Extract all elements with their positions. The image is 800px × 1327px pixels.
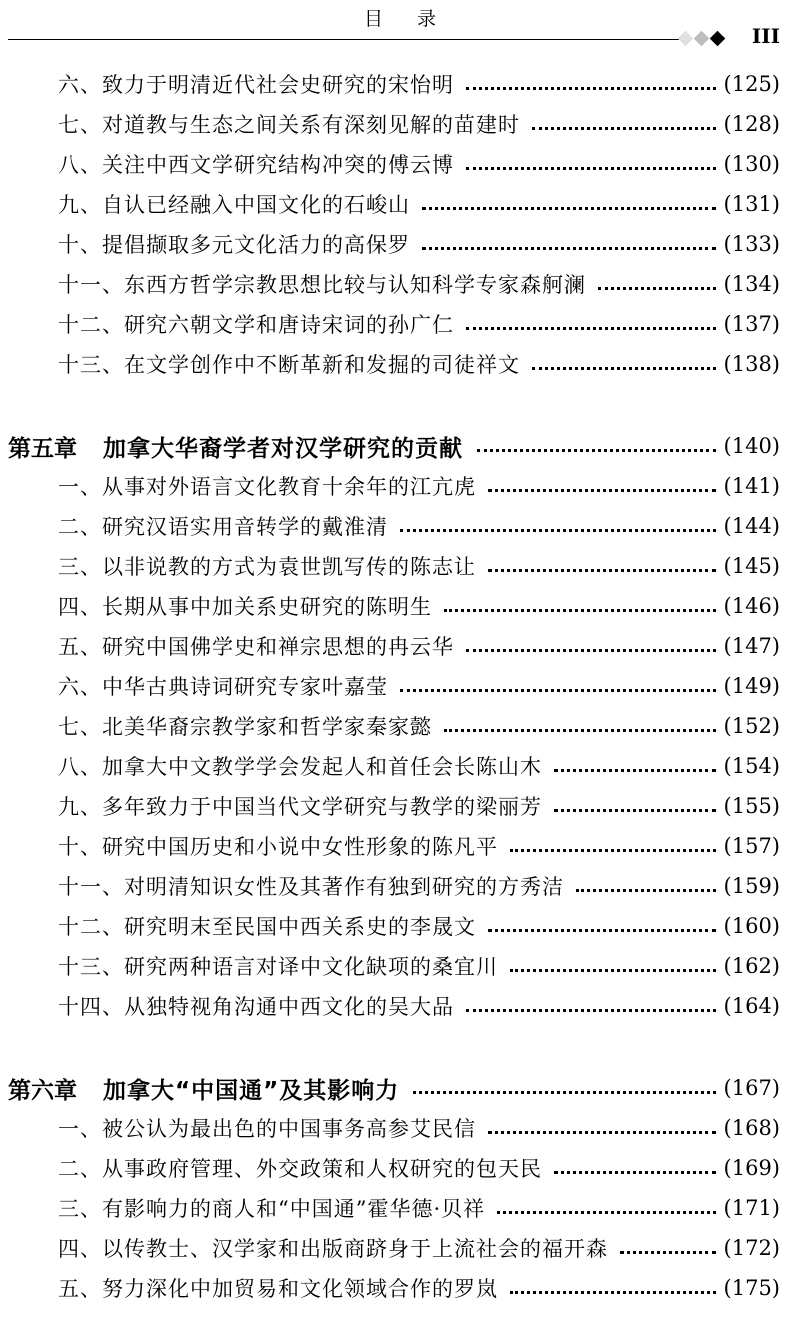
entry-title: 十三、在文学创作中不断革新和发掘的司徒祥文 (58, 353, 520, 377)
toc-entry-line (58, 1188, 780, 1228)
entry-page-number: (171) (723, 1196, 780, 1220)
entry-page-number: (147) (723, 634, 780, 658)
entry-page-number: (172) (723, 1236, 780, 1260)
dot-leader (620, 1251, 716, 1254)
toc-entry[interactable] (0, 586, 800, 626)
dot-leader (554, 809, 716, 812)
entry-page-number: (162) (723, 954, 780, 978)
dot-leader (510, 969, 716, 972)
dot-leader (488, 929, 716, 932)
entry-title: 十三、研究两种语言对译中文化缺项的桑宜川 (58, 955, 498, 979)
diamond-light-icon (678, 31, 694, 47)
dot-leader (488, 489, 716, 492)
toc-entry-line (58, 264, 780, 304)
toc-entry[interactable] (0, 1148, 800, 1188)
entry-page-number: (168) (723, 1116, 780, 1140)
toc-entry-line (58, 1268, 780, 1308)
dot-leader (554, 1171, 716, 1174)
dot-leader (422, 247, 716, 250)
toc-entry-line (58, 666, 780, 706)
header-title: 目 录 (363, 8, 451, 30)
entry-page-number: (146) (723, 594, 780, 618)
toc-entry-line (58, 506, 780, 546)
entry-page-number: (164) (723, 994, 780, 1018)
entry-page-number: (137) (723, 312, 780, 336)
dot-leader (400, 529, 716, 532)
dot-leader (598, 287, 716, 290)
entry-title: 一、被公认为最出色的中国事务高参艾民信 (58, 1117, 476, 1141)
toc-entry-line (58, 986, 780, 1026)
toc-entry-line (58, 64, 780, 104)
entry-page-number: (155) (723, 794, 780, 818)
toc-entry-line (58, 906, 780, 946)
header-rule (8, 39, 680, 40)
entry-page-number: (134) (723, 272, 780, 296)
entry-title: 十二、研究六朝文学和唐诗宋词的孙广仁 (58, 313, 454, 337)
toc-entry[interactable] (0, 1228, 800, 1268)
dot-leader (510, 1291, 716, 1294)
toc-entry[interactable] (0, 906, 800, 946)
entry-title: 七、北美华裔宗教学家和哲学家秦家懿 (58, 715, 432, 739)
entry-page-number: (157) (723, 834, 780, 858)
entry-page-number: (130) (723, 152, 780, 176)
dot-leader (413, 1091, 715, 1094)
toc-entry-line (8, 1068, 780, 1108)
entry-title: 六、中华古典诗词研究专家叶嘉莹 (58, 675, 388, 699)
toc-entry[interactable] (0, 946, 800, 986)
entry-title: 五、努力深化中加贸易和文化领域合作的罗岚 (58, 1277, 498, 1301)
entry-title: 八、关注中西文学研究结构冲突的傅云博 (58, 153, 454, 177)
toc-entry[interactable] (0, 344, 800, 384)
toc-entry[interactable] (0, 64, 800, 104)
toc-entry[interactable] (0, 786, 800, 826)
entry-title: 五、研究中国佛学史和禅宗思想的冉云华 (58, 635, 454, 659)
toc-entry-line (58, 626, 780, 666)
dot-leader (510, 849, 716, 852)
chapter-number: 第六章 (8, 1077, 77, 1104)
entry-page-number: (128) (723, 112, 780, 136)
entry-title: 三、以非说教的方式为袁世凯写传的陈志让 (58, 555, 476, 579)
entry-page-number: (131) (723, 192, 780, 216)
entry-page-number: (138) (723, 352, 780, 376)
toc-entry-line (58, 706, 780, 746)
dot-leader (554, 769, 716, 772)
toc-entry[interactable] (0, 826, 800, 866)
dot-leader (444, 729, 716, 732)
toc-entry[interactable] (0, 746, 800, 786)
toc-entry[interactable] (0, 1268, 800, 1308)
chapter-title: 加拿大华裔学者对汉学研究的贡献 (103, 435, 463, 462)
entry-page-number: (175) (723, 1276, 780, 1300)
toc-entry-line (58, 224, 780, 264)
toc-entry-line (58, 1148, 780, 1188)
entry-title: 十一、对明清知识女性及其著作有独到研究的方秀洁 (58, 875, 564, 899)
toc-entry[interactable] (0, 546, 800, 586)
dot-leader (466, 87, 716, 90)
toc-entry-line (58, 184, 780, 224)
dot-leader (497, 1211, 715, 1214)
toc-entry-line (58, 344, 780, 384)
chapter-heading[interactable] (0, 426, 800, 466)
diamond-dark-icon (710, 31, 726, 47)
entry-page-number: (154) (723, 754, 780, 778)
toc-entry-line (58, 746, 780, 786)
entry-title: 十一、东西方哲学宗教思想比较与认知科学专家森舸澜 (58, 273, 586, 297)
toc-entry[interactable] (0, 626, 800, 666)
entry-page-number: (125) (723, 72, 780, 96)
toc-entry[interactable] (0, 706, 800, 746)
dot-leader (422, 207, 716, 210)
entry-title: 六、致力于明清近代社会史研究的宋怡明 (58, 73, 454, 97)
chapter-number: 第五章 (8, 435, 77, 462)
entry-title: 七、对道教与生态之间关系有深刻见解的苗建时 (58, 113, 520, 137)
entry-page-number: (145) (723, 554, 780, 578)
toc-entry-line (58, 786, 780, 826)
entry-page-number: (149) (723, 674, 780, 698)
toc-entry[interactable] (0, 184, 800, 224)
entry-title: 一、从事对外语言文化教育十余年的江亢虎 (58, 475, 476, 499)
toc-entry[interactable] (0, 1188, 800, 1228)
toc-entry[interactable] (0, 986, 800, 1026)
toc-entry-line (58, 546, 780, 586)
entry-page-number: (152) (723, 714, 780, 738)
toc-entry-line (58, 466, 780, 506)
entry-page-number: (159) (723, 874, 780, 898)
running-header (0, 0, 800, 48)
toc-entry-line (58, 144, 780, 184)
toc-entry-line (58, 946, 780, 986)
toc-entry-line (58, 866, 780, 906)
entry-page-number: (133) (723, 232, 780, 256)
entry-page-number: (144) (723, 514, 780, 538)
dot-leader (532, 367, 716, 370)
dot-leader (466, 327, 716, 330)
dot-leader (488, 1131, 716, 1134)
entry-title: 二、从事政府管理、外交政策和人权研究的包天民 (58, 1157, 542, 1181)
dot-leader (400, 689, 716, 692)
dot-leader (477, 449, 716, 452)
toc-entry-line (58, 586, 780, 626)
toc-entry[interactable] (0, 304, 800, 344)
dot-leader (488, 569, 716, 572)
toc-entry[interactable] (0, 666, 800, 706)
dot-leader (466, 167, 716, 170)
entry-page-number: (140) (723, 434, 780, 458)
entry-page-number: (141) (723, 474, 780, 498)
toc-entry[interactable] (0, 104, 800, 144)
toc-entry-line (58, 1228, 780, 1268)
toc-entry[interactable] (0, 466, 800, 506)
dot-leader (532, 127, 716, 130)
entry-title: 四、长期从事中加关系史研究的陈明生 (58, 595, 432, 619)
entry-title: 八、加拿大中文教学学会发起人和首任会长陈山木 (58, 755, 542, 779)
toc-entry-line (8, 426, 780, 466)
dot-leader (444, 609, 716, 612)
entry-title: 十、研究中国历史和小说中女性形象的陈凡平 (58, 835, 498, 859)
toc-entry[interactable] (0, 866, 800, 906)
toc-entry-line (58, 304, 780, 344)
entry-page-number: (169) (723, 1156, 780, 1180)
toc-entry-line (58, 826, 780, 866)
entry-title: 四、以传教士、汉学家和出版商跻身于上流社会的福开森 (58, 1237, 608, 1261)
entry-title: 九、多年致力于中国当代文学研究与教学的梁丽芳 (58, 795, 542, 819)
dot-leader (576, 889, 716, 892)
page-number: III (751, 24, 780, 48)
entry-title: 十四、从独特视角沟通中西文化的吴大品 (58, 995, 454, 1019)
toc-entry[interactable] (0, 264, 800, 304)
dot-leader (466, 649, 716, 652)
toc-entry-line (58, 1108, 780, 1148)
chapter-heading[interactable] (0, 1068, 800, 1108)
entry-page-number: (167) (723, 1076, 780, 1100)
entry-title: 十、提倡撷取多元文化活力的高保罗 (58, 233, 410, 257)
entry-title: 三、有影响力的商人和“中国通”霍华德·贝祥 (58, 1197, 486, 1221)
entry-title: 二、研究汉语实用音转学的戴淮清 (58, 515, 388, 539)
toc-entry[interactable] (0, 224, 800, 264)
dot-leader (466, 1009, 716, 1012)
toc-entry[interactable] (0, 506, 800, 546)
toc-entry-line (58, 104, 780, 144)
diamond-mid-icon (694, 31, 710, 47)
entry-title: 十二、研究明末至民国中西关系史的李晟文 (58, 915, 476, 939)
chapter-title: 加拿大“中国通”及其影响力 (103, 1077, 400, 1104)
entry-title: 九、自认已经融入中国文化的石峻山 (58, 193, 410, 217)
toc-entry[interactable] (0, 1108, 800, 1148)
toc-entry[interactable] (0, 144, 800, 184)
entry-page-number: (160) (723, 914, 780, 938)
